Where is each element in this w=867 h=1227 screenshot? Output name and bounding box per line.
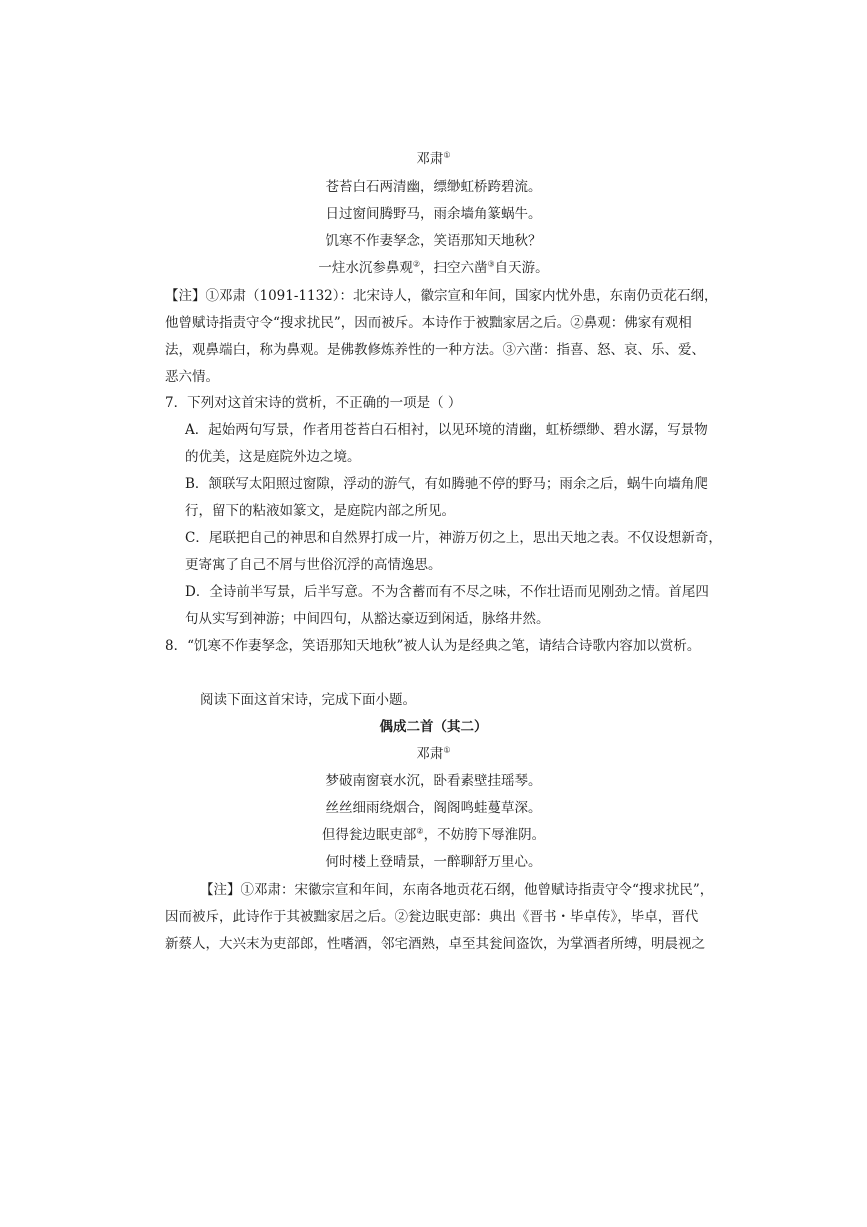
option-c-line-2: 更寄寓了自己不屑与世俗沉浮的高情逸思。 <box>185 557 442 573</box>
poem2-author: 邓肃① <box>416 745 451 762</box>
poem2-line-4: 何时楼上登晴景，一醉聊舒万里心。 <box>325 854 542 870</box>
option-b-line-2: 行，留下的粘液如篆文，是庭院内部之所见。 <box>185 503 455 519</box>
poem2-line-1: 梦破南窗衰水沉，卧看素壁挂瑶琴。 <box>325 773 542 789</box>
option-d-line-1: D．全诗前半写景，后半写意。不为含蓄而有不尽之味，不作壮语而见刚劲之情。首尾四 <box>185 584 709 600</box>
option-d-line-2: 句从实写到神游；中间四句，从豁达豪迈到闲适，脉络井然。 <box>185 611 550 627</box>
option-b-line-1: B．颔联写太阳照过窗隙，浮动的游气，有如腾驰不停的野马；雨余之后，蜗牛向墙角爬 <box>185 476 708 492</box>
poem1-line-2: 日过窗间腾野马，雨余墙角篆蜗牛。 <box>325 206 542 222</box>
question-7-stem: 7．下列对这首宋诗的赏析，不正确的一项是（ ） <box>165 395 462 411</box>
poem1-line-3: 饥寒不作妻孥念，笑语那知天地秋？ <box>325 233 542 249</box>
notes1-line-3: 法，观鼻端白，称为鼻观。是佛教修炼养性的一种方法。③六凿：指喜、怒、哀、乐、爱、 <box>165 342 705 358</box>
notes1-line-2: 他曾赋诗指责守令“搜求扰民”，因而被斥。本诗作于被黜家居之后。②鼻观：佛家有观相 <box>165 315 692 331</box>
notes2-line-2: 因而被斥，此诗作于其被黜家居之后。②瓮边眠吏部：典出《晋书・毕卓传》，毕卓，晋代 <box>165 909 699 925</box>
poem2-line-2: 丝丝细雨绕烟合，阁阁鸣蛙蔓草深。 <box>325 800 542 816</box>
poem1-line-4: 一炷水沉参鼻观②，扫空六凿③自天游。 <box>318 259 549 276</box>
question-8-stem: 8．“饥寒不作妻孥念，笑语那知天地秋”被人认为是经典之笔，请结合诗歌内容加以赏析。 <box>165 638 701 654</box>
poem1-line-1: 苍苔白石两清幽，缥缈虹桥跨碧流。 <box>325 179 542 195</box>
notes2-line-3: 新蔡人，大兴末为吏部郎，性嗜酒，邻宅酒熟，卓至其瓮间盗饮，为掌酒者所缚，明晨视之 <box>165 936 705 952</box>
notes1-line-4: 恶六情。 <box>165 369 219 385</box>
option-a-line-1: A．起始两句写景，作者用苍苔白石相衬，以见环境的清幽，虹桥缥缈、碧水潺，写景物 <box>185 422 708 438</box>
notes1-line-1: 【注】①邓肃（1091-1132）：北宋诗人，徽宗宣和年间，国家内忧外患，东南仍贡花石纲， <box>165 288 718 304</box>
poem2-title: 偶成二首（其二） <box>379 719 488 735</box>
section2-intro: 阅读下面这首宋诗，完成下面小题。 <box>200 692 416 708</box>
notes2-line-1: 【注】①邓肃：宋徽宗宣和年间，东南各地贡花石纲，他曾赋诗指责守令“搜求扰民”， <box>200 882 714 898</box>
option-c-line-1: C．尾联把自己的神思和自然界打成一片，神游万仞之上，思出天地之表。不仅设想新奇， <box>185 530 722 546</box>
poem2-line-3: 但得瓮边眠吏部②，不妨胯下辱淮阴。 <box>321 826 546 843</box>
poem1-author: 邓肃① <box>416 150 451 167</box>
option-a-line-2: 的优美，这是庭院外边之境。 <box>185 449 361 465</box>
